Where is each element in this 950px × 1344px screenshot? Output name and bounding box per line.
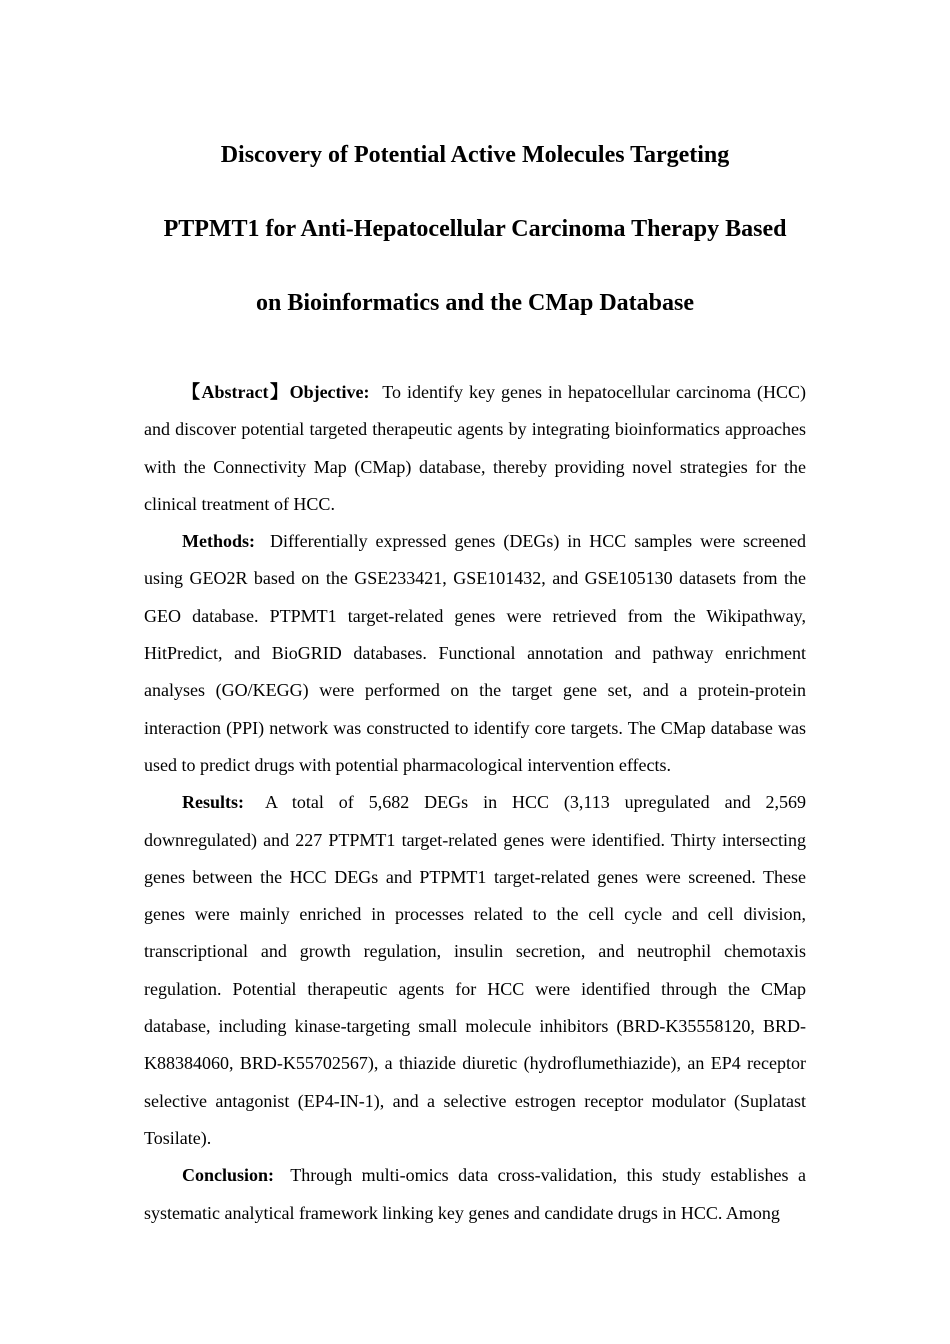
conclusion-text: Through multi-omics data cross-validation, this study establishes a systematic analytical framework linking key genes and candidate drugs in HCC. Among (144, 1165, 806, 1223)
paper-title (144, 118, 806, 340)
results-text: A total of 5,682 DEGs in HCC (3,113 upregulated and 2,569 downregulated) and 227 PTPMT1 target-related genes were identified. Thirty intersecting genes between the HCC DEGs and PTPMT1 target-related genes were screened. These genes were mainly enriched in processes related to the cell cycle and cell division, transcriptional and growth regulation, insulin secretion, and neutrophil chemotaxis regulation. Potential therapeutic agents for HCC were identified through the CMap database, including kinase-targeting small molecule inhibitors (BRD-K35558120, BRD-K88384060, BRD-K55702567), a thiazide diuretic (hydroflumethiazide), an EP4 receptor selective antagonist (EP4-IN-1), and a selective estrogen receptor modulator (Suplatast Tosilate). (144, 792, 806, 1148)
objective-label: Objective: (289, 382, 370, 402)
title-line-2: PTPMT1 for Anti-Hepatocellular Carcinoma Therapy Based (163, 216, 787, 242)
objective-paragraph (144, 374, 806, 523)
results-label: Results: (182, 792, 244, 813)
abstract-section (144, 374, 806, 1232)
methods-text: Differentially expressed genes (DEGs) in HCC samples were screened using GEO2R based on the GSE233421, GSE101432, and GSE105130 datasets from the GEO database. PTPMT1 target-related genes were retrieved from the Wikipathway, HitPredict, and BioGRID databases. Functional annotation and pathway enrichment analyses (GO/KEGG) were performed on the target gene set, and a protein-protein interaction (PPI) network was constructed to identify core targets. The CMap database was used to predict drugs with potential pharmacological intervention effects. (144, 531, 807, 775)
results-paragraph (144, 784, 806, 1157)
conclusion-paragraph (144, 1157, 806, 1232)
abstract-heading: 【Abstract】 (182, 382, 290, 402)
title-line-3: on Bioinformatics and the CMap Database (255, 290, 694, 316)
objective-text: To identify key genes in hepatocellular carcinoma (HCC) and discover potential targeted therapeutic agents by integrating bioinformatics approaches with the Connectivity Map (CMap) database, thereby providing novel strategies for the clinical treatment of HCC. (144, 382, 806, 514)
methods-paragraph (144, 523, 806, 784)
document-page (144, 118, 806, 1232)
conclusion-label: Conclusion: (182, 1165, 275, 1186)
methods-label: Methods: (182, 531, 255, 552)
title-line-1: Discovery of Potential Active Molecules Targeting (220, 142, 730, 168)
